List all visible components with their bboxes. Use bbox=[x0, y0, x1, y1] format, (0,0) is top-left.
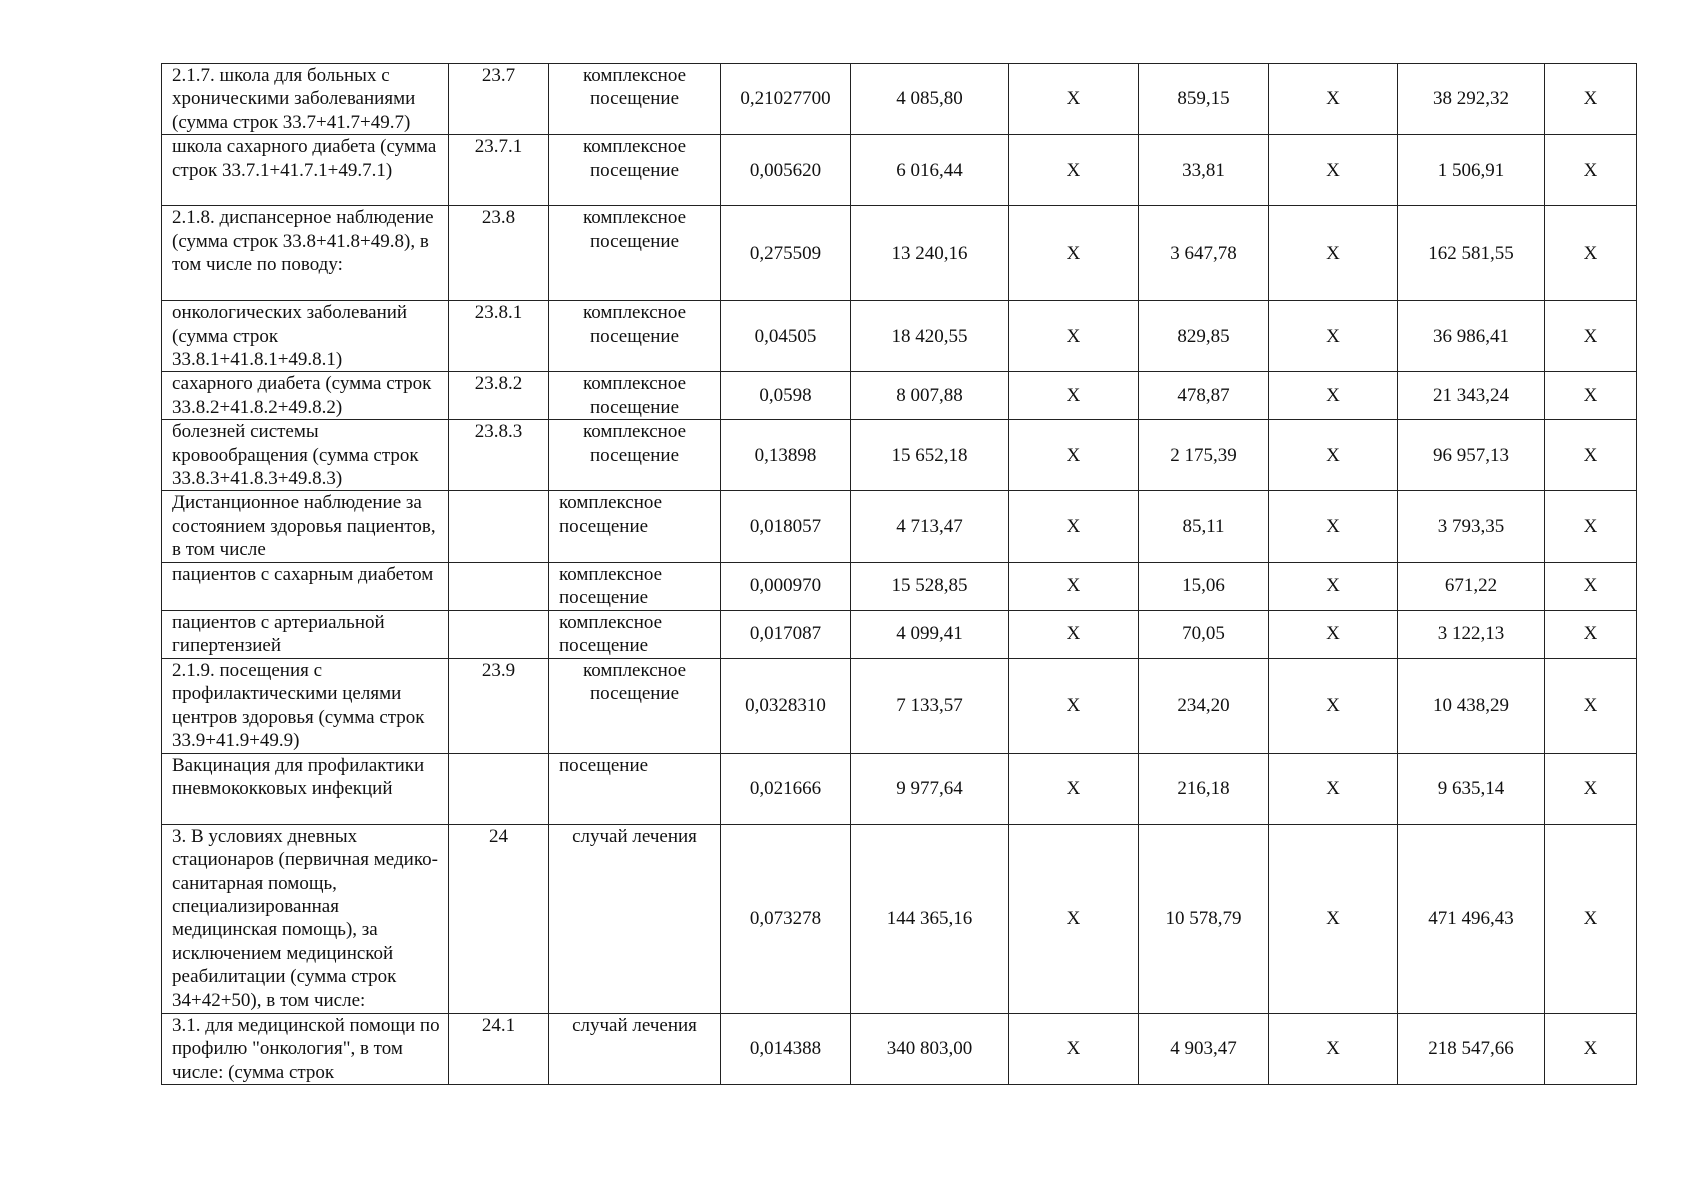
cell-oms-total: 3 793,35 bbox=[1398, 491, 1545, 562]
cell-budget-total: X bbox=[1269, 824, 1398, 1013]
cell-budget-per-capita: X bbox=[1009, 301, 1139, 372]
cell-budget-per-capita: X bbox=[1009, 64, 1139, 135]
row-name: сахарного диабета (сумма строк 33.8.2+41.8.2+49.8.2) bbox=[162, 372, 449, 420]
cell-oms-total: 162 581,55 bbox=[1398, 206, 1545, 301]
cell-budget-total: X bbox=[1269, 135, 1398, 206]
row-unit: комплексное посещение bbox=[549, 658, 721, 753]
cell-share: X bbox=[1545, 562, 1637, 610]
row-code: 24.1 bbox=[449, 1013, 549, 1084]
row-name: Дистанционное наблюдение за состоянием здоровья пациентов, в том числе bbox=[162, 491, 449, 562]
cell-share: X bbox=[1545, 1013, 1637, 1084]
row-code: 24 bbox=[449, 824, 549, 1013]
cell-budget-total: X bbox=[1269, 491, 1398, 562]
row-name: школа сахарного диабета (сумма строк 33.7.1+41.7.1+49.7.1) bbox=[162, 135, 449, 206]
row-unit: случай лечения bbox=[549, 824, 721, 1013]
cell-norm-volume: 0,275509 bbox=[721, 206, 851, 301]
cell-norm-volume: 0,018057 bbox=[721, 491, 851, 562]
row-code bbox=[449, 753, 549, 824]
cell-norm-cost: 4 713,47 bbox=[851, 491, 1009, 562]
row-unit: комплексное посещение bbox=[549, 562, 721, 610]
cell-share: X bbox=[1545, 824, 1637, 1013]
row-unit: комплексное посещение bbox=[549, 135, 721, 206]
cell-oms-per-capita: 234,20 bbox=[1139, 658, 1269, 753]
cell-norm-cost: 18 420,55 bbox=[851, 301, 1009, 372]
cell-budget-per-capita: X bbox=[1009, 824, 1139, 1013]
cell-norm-cost: 144 365,16 bbox=[851, 824, 1009, 1013]
cell-norm-volume: 0,017087 bbox=[721, 610, 851, 658]
cell-norm-cost: 8 007,88 bbox=[851, 372, 1009, 420]
cell-budget-total: X bbox=[1269, 64, 1398, 135]
table-row bbox=[162, 372, 1637, 420]
cell-budget-total: X bbox=[1269, 753, 1398, 824]
cell-share: X bbox=[1545, 372, 1637, 420]
cell-oms-per-capita: 70,05 bbox=[1139, 610, 1269, 658]
cell-norm-cost: 6 016,44 bbox=[851, 135, 1009, 206]
cell-norm-cost: 13 240,16 bbox=[851, 206, 1009, 301]
cell-budget-total: X bbox=[1269, 1013, 1398, 1084]
row-code bbox=[449, 562, 549, 610]
cell-oms-total: 471 496,43 bbox=[1398, 824, 1545, 1013]
cell-oms-per-capita: 33,81 bbox=[1139, 135, 1269, 206]
row-name: пациентов с артериальной гипертензией bbox=[162, 610, 449, 658]
row-name: Вакцинация для профилактики пневмококковых инфекций bbox=[162, 753, 449, 824]
row-code: 23.8.3 bbox=[449, 420, 549, 491]
row-code: 23.7 bbox=[449, 64, 549, 135]
row-unit: комплексное посещение bbox=[549, 610, 721, 658]
cell-norm-cost: 15 652,18 bbox=[851, 420, 1009, 491]
cell-budget-per-capita: X bbox=[1009, 753, 1139, 824]
row-name: онкологических заболеваний (сумма строк 33.8.1+41.8.1+49.8.1) bbox=[162, 301, 449, 372]
row-unit: комплексное посещение bbox=[549, 372, 721, 420]
cell-budget-per-capita: X bbox=[1009, 372, 1139, 420]
cell-norm-cost: 4 085,80 bbox=[851, 64, 1009, 135]
data-table bbox=[161, 63, 1637, 1085]
row-code bbox=[449, 610, 549, 658]
table-row bbox=[162, 610, 1637, 658]
cell-oms-per-capita: 478,87 bbox=[1139, 372, 1269, 420]
row-unit: комплексное посещение bbox=[549, 420, 721, 491]
cell-oms-per-capita: 829,85 bbox=[1139, 301, 1269, 372]
row-name: 2.1.7. школа для больных с хроническими заболеваниями (сумма строк 33.7+41.7+49.7) bbox=[162, 64, 449, 135]
cell-share: X bbox=[1545, 64, 1637, 135]
cell-norm-volume: 0,0328310 bbox=[721, 658, 851, 753]
cell-budget-per-capita: X bbox=[1009, 1013, 1139, 1084]
table-row bbox=[162, 135, 1637, 206]
cell-norm-volume: 0,21027700 bbox=[721, 64, 851, 135]
cell-budget-total: X bbox=[1269, 610, 1398, 658]
cell-norm-volume: 0,0598 bbox=[721, 372, 851, 420]
row-unit: посещение bbox=[549, 753, 721, 824]
row-unit: комплексное посещение bbox=[549, 491, 721, 562]
cell-norm-volume: 0,021666 bbox=[721, 753, 851, 824]
cell-share: X bbox=[1545, 135, 1637, 206]
table-row bbox=[162, 1013, 1637, 1084]
table-row bbox=[162, 824, 1637, 1013]
cell-oms-per-capita: 85,11 bbox=[1139, 491, 1269, 562]
cell-oms-total: 218 547,66 bbox=[1398, 1013, 1545, 1084]
row-unit: случай лечения bbox=[549, 1013, 721, 1084]
row-code: 23.8.1 bbox=[449, 301, 549, 372]
cell-oms-total: 38 292,32 bbox=[1398, 64, 1545, 135]
cell-oms-per-capita: 2 175,39 bbox=[1139, 420, 1269, 491]
cell-oms-total: 1 506,91 bbox=[1398, 135, 1545, 206]
row-name: 2.1.9. посещения с профилактическими целями центров здоровья (сумма строк 33.9+41.9+49.9) bbox=[162, 658, 449, 753]
table-body bbox=[162, 64, 1637, 1085]
cell-share: X bbox=[1545, 753, 1637, 824]
cell-oms-per-capita: 3 647,78 bbox=[1139, 206, 1269, 301]
cell-budget-total: X bbox=[1269, 420, 1398, 491]
cell-norm-volume: 0,000970 bbox=[721, 562, 851, 610]
cell-oms-total: 9 635,14 bbox=[1398, 753, 1545, 824]
cell-share: X bbox=[1545, 420, 1637, 491]
row-unit: комплексное посещение bbox=[549, 64, 721, 135]
row-name: пациентов с сахарным диабетом bbox=[162, 562, 449, 610]
row-name: 3. В условиях дневных стационаров (первичная медико-санитарная помощь, специализированная медицинская помощь), за исключением медицинской реабилитации (сумма строк 34+42+50), в том числе: bbox=[162, 824, 449, 1013]
row-code: 23.8 bbox=[449, 206, 549, 301]
row-unit: комплексное посещение bbox=[549, 206, 721, 301]
cell-budget-per-capita: X bbox=[1009, 135, 1139, 206]
cell-oms-per-capita: 15,06 bbox=[1139, 562, 1269, 610]
table-row bbox=[162, 420, 1637, 491]
cell-budget-per-capita: X bbox=[1009, 420, 1139, 491]
cell-oms-total: 36 986,41 bbox=[1398, 301, 1545, 372]
table-row bbox=[162, 658, 1637, 753]
cell-norm-cost: 7 133,57 bbox=[851, 658, 1009, 753]
cell-budget-total: X bbox=[1269, 372, 1398, 420]
table-row bbox=[162, 64, 1637, 135]
cell-share: X bbox=[1545, 610, 1637, 658]
cell-share: X bbox=[1545, 301, 1637, 372]
cell-budget-per-capita: X bbox=[1009, 206, 1139, 301]
cell-budget-per-capita: X bbox=[1009, 491, 1139, 562]
row-code: 23.7.1 bbox=[449, 135, 549, 206]
cell-oms-total: 3 122,13 bbox=[1398, 610, 1545, 658]
cell-budget-total: X bbox=[1269, 301, 1398, 372]
cell-oms-per-capita: 10 578,79 bbox=[1139, 824, 1269, 1013]
cell-norm-cost: 15 528,85 bbox=[851, 562, 1009, 610]
cell-budget-total: X bbox=[1269, 658, 1398, 753]
cell-budget-per-capita: X bbox=[1009, 610, 1139, 658]
row-unit: комплексное посещение bbox=[549, 301, 721, 372]
cell-oms-per-capita: 4 903,47 bbox=[1139, 1013, 1269, 1084]
table-row bbox=[162, 491, 1637, 562]
row-name: 3.1. для медицинской помощи по профилю "онкология", в том числе: (сумма строк bbox=[162, 1013, 449, 1084]
cell-share: X bbox=[1545, 491, 1637, 562]
table-row bbox=[162, 301, 1637, 372]
cell-norm-cost: 4 099,41 bbox=[851, 610, 1009, 658]
cell-budget-total: X bbox=[1269, 206, 1398, 301]
row-code: 23.9 bbox=[449, 658, 549, 753]
cell-norm-cost: 340 803,00 bbox=[851, 1013, 1009, 1084]
row-name: болезней системы кровообращения (сумма строк 33.8.3+41.8.3+49.8.3) bbox=[162, 420, 449, 491]
cell-norm-volume: 0,014388 bbox=[721, 1013, 851, 1084]
table-row bbox=[162, 753, 1637, 824]
cell-norm-volume: 0,005620 bbox=[721, 135, 851, 206]
cell-norm-volume: 0,13898 bbox=[721, 420, 851, 491]
row-name: 2.1.8. диспансерное наблюдение (сумма строк 33.8+41.8+49.8), в том числе по поводу: bbox=[162, 206, 449, 301]
cell-share: X bbox=[1545, 206, 1637, 301]
cell-norm-volume: 0,04505 bbox=[721, 301, 851, 372]
cell-share: X bbox=[1545, 658, 1637, 753]
row-code: 23.8.2 bbox=[449, 372, 549, 420]
cell-budget-per-capita: X bbox=[1009, 658, 1139, 753]
cell-oms-total: 96 957,13 bbox=[1398, 420, 1545, 491]
cell-norm-volume: 0,073278 bbox=[721, 824, 851, 1013]
cell-oms-total: 10 438,29 bbox=[1398, 658, 1545, 753]
cell-oms-total: 671,22 bbox=[1398, 562, 1545, 610]
cell-oms-per-capita: 859,15 bbox=[1139, 64, 1269, 135]
cell-budget-total: X bbox=[1269, 562, 1398, 610]
cell-oms-per-capita: 216,18 bbox=[1139, 753, 1269, 824]
cell-oms-total: 21 343,24 bbox=[1398, 372, 1545, 420]
cell-budget-per-capita: X bbox=[1009, 562, 1139, 610]
table-row bbox=[162, 562, 1637, 610]
cell-norm-cost: 9 977,64 bbox=[851, 753, 1009, 824]
table-row bbox=[162, 206, 1637, 301]
row-code bbox=[449, 491, 549, 562]
